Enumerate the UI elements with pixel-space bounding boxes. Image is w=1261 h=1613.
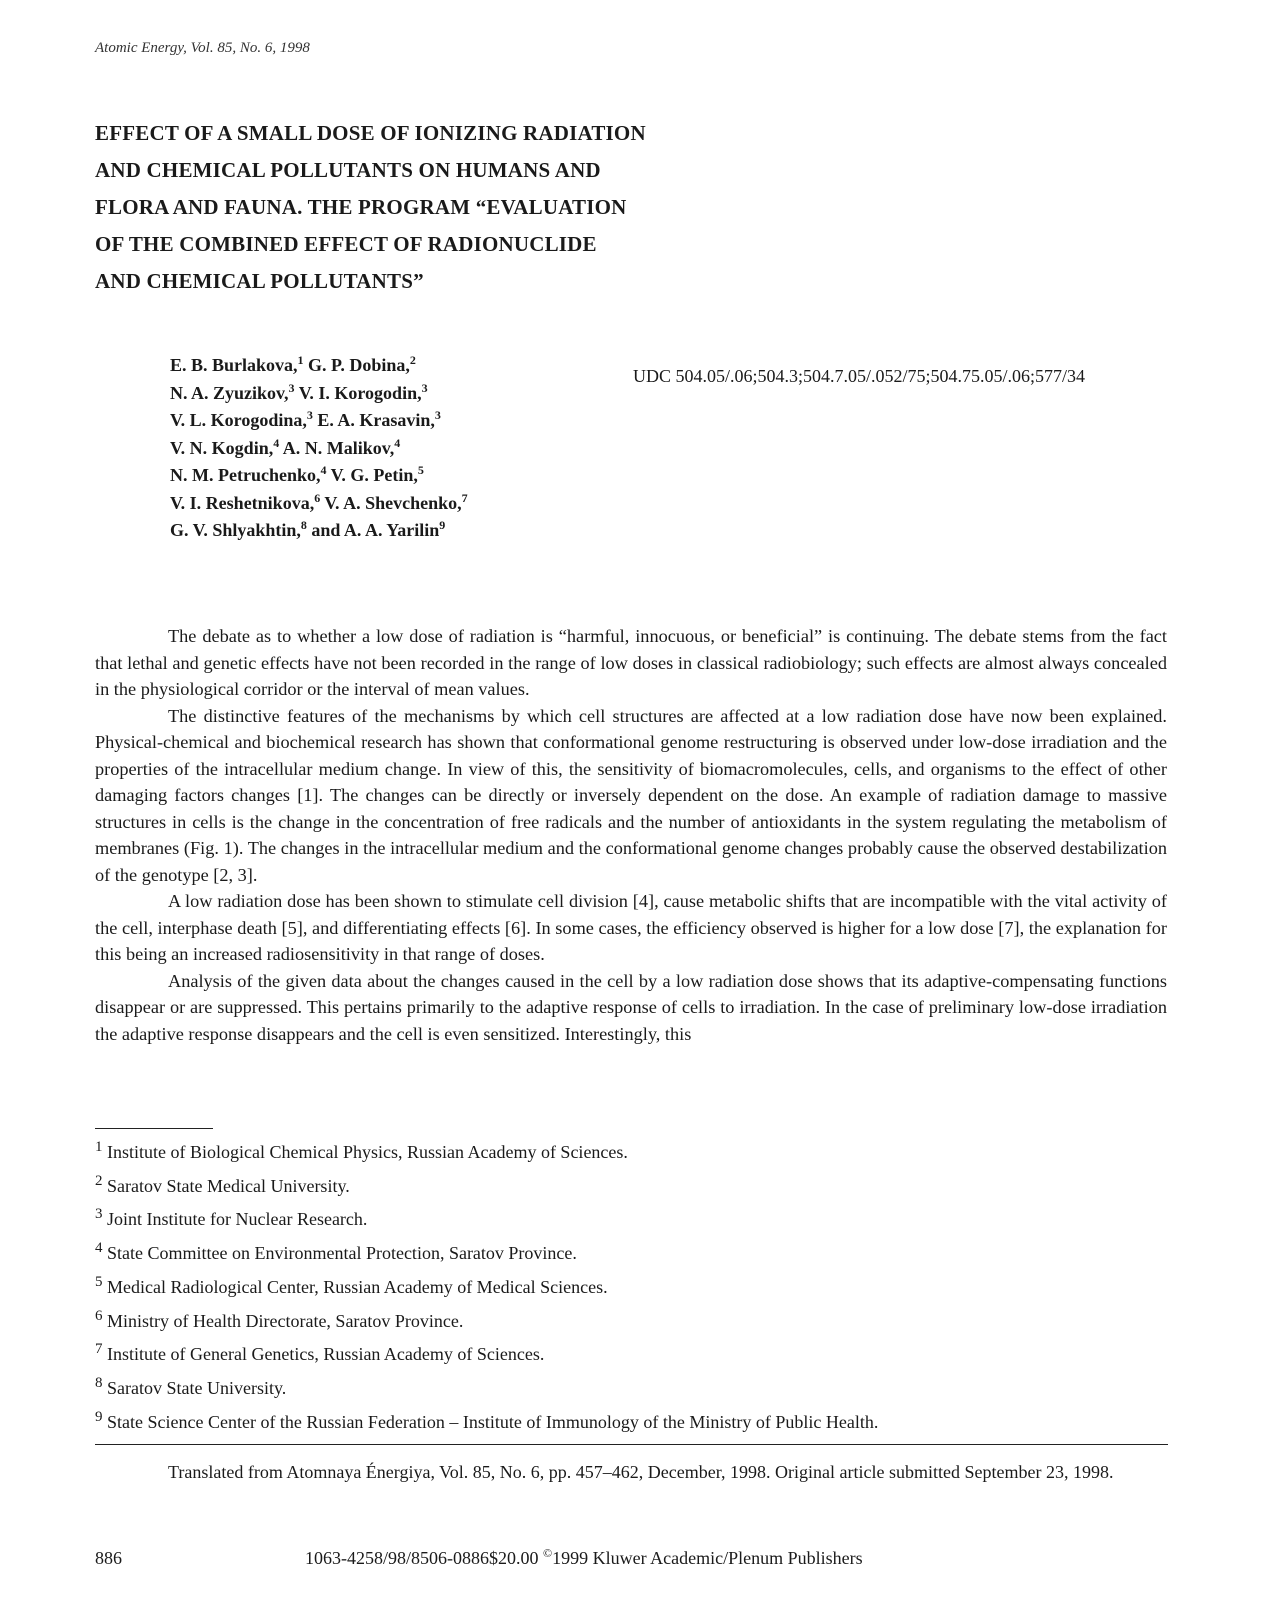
affiliation-mark: 3 <box>306 408 313 422</box>
author-name: V. L. Korogodina, <box>170 410 307 430</box>
footnote-number: 2 <box>95 1172 103 1189</box>
title-line: AND CHEMICAL POLLUTANTS” <box>95 269 424 293</box>
footnote <box>95 1268 878 1302</box>
affiliation-mark: 3 <box>421 380 428 395</box>
author-line <box>170 352 468 380</box>
title-line: AND CHEMICAL POLLUTANTS ON HUMANS AND <box>95 158 601 182</box>
footnote-number: 1 <box>95 1139 103 1155</box>
footnote-text: Medical Radiological Center, Russian Academy of Medical Sciences. <box>102 1276 608 1297</box>
footnote <box>95 1234 878 1268</box>
running-head: Atomic Energy, Vol. 85, No. 6, 1998 <box>95 40 310 56</box>
page-number: 886 <box>95 1548 122 1568</box>
author-line <box>170 407 468 435</box>
footnote <box>95 1403 878 1437</box>
author-line <box>170 490 468 518</box>
affiliation-mark: 1 <box>297 353 304 367</box>
affiliation-mark: 4 <box>273 435 280 450</box>
title-line: EFFECT OF A SMALL DOSE OF IONIZING RADIATION <box>95 121 646 145</box>
affiliation-mark: 3 <box>288 380 295 395</box>
udc-code: UDC 504.05/.06;504.3;504.7.05/.052/75;504.75.05/.06;577/34 <box>633 366 1086 386</box>
affiliation-mark: 3 <box>434 408 441 422</box>
author-name: N. M. Petruchenko, <box>170 465 321 485</box>
footnote <box>95 1167 878 1201</box>
footnote-text: Saratov State Medical University. <box>102 1175 350 1196</box>
title-line: FLORA AND FAUNA. THE PROGRAM “EVALUATION <box>95 195 627 219</box>
footnote-text: Institute of General Genetics, Russian Academy of Sciences. <box>102 1344 545 1365</box>
footnote-number: 9 <box>95 1408 103 1425</box>
body-paragraph: A low radiation dose has been shown to stimulate cell division [4], cause metabolic shifts that are incompatible with the vital activity of the cell, interphase death [5], and differentiating effects [6]. In some cases, the efficiency observed is higher for a low dose [7], the explanation for this being an increased radiosensitivity in that range of doses. <box>95 891 1167 964</box>
author-name: E. B. Burlakova, <box>170 355 298 375</box>
footnote-text: State Science Center of the Russian Federation – Institute of Immunology of the Ministry of Public Health. <box>102 1411 879 1432</box>
footnote-separator <box>95 1128 213 1129</box>
footnote-text: State Committee on Environmental Protection, Saratov Province. <box>102 1243 577 1264</box>
footnote-number: 8 <box>95 1374 103 1391</box>
footnote-number: 3 <box>95 1206 103 1223</box>
code-price: 1063-4258/98/8506-0886$20.00 <box>305 1548 543 1568</box>
footnote <box>95 1335 878 1369</box>
copyright-line <box>305 1548 863 1569</box>
footnote <box>95 1200 878 1234</box>
footnote <box>95 1133 878 1167</box>
footnote <box>95 1302 878 1336</box>
body-paragraph: The distinctive features of the mechanisms by which cell structures are affected at a low radiation dose have now been explained. Physical-chemical and biochemical research has shown that conformational genome restructuring is observed under low-dose irradiation and the properties of the intracellular medium change. In view of this, the sensitivity of biomacromolecules, cells, and organisms to the effect of other damaging factors changes [1]. The changes can be directly or inversely dependent on the dose. An example of radiation damage to massive structures in cells is the change in the concentration of free radicals and the number of antioxidants in the system regulating the metabolism of membranes (Fig. 1). The changes in the intracellular medium and the conformational genome changes probably cause the observed destabilization of the genotype [2, 3]. <box>95 705 1167 885</box>
author-line <box>170 462 468 490</box>
translation-separator <box>95 1444 1168 1445</box>
copyright-symbol: © <box>543 1546 553 1560</box>
author-list <box>170 352 468 545</box>
author-line <box>170 380 468 408</box>
affiliation-mark: 7 <box>461 490 468 505</box>
body-paragraph: Analysis of the given data about the changes caused in the cell by a low radiation dose shows that its adaptive-compensating functions disappear or are suppressed. This pertains primarily to the adaptive response of cells to irradiation. In the case of preliminary low-dose irradiation the adaptive response disappears and the cell is even sensitized. Interestingly, this <box>95 970 1167 1044</box>
article-title <box>95 115 815 300</box>
footnote-number: 5 <box>95 1273 103 1290</box>
affiliation-mark: 5 <box>417 463 424 477</box>
affiliation-mark: 8 <box>300 518 307 532</box>
translation-note-text: Translated from Atomnaya Énergiya, Vol. 85, No. 6, pp. 457–462, December, 1998. Original article submitted September 23, 1998. <box>168 1462 1114 1482</box>
footnote-list <box>95 1133 878 1436</box>
translation-note <box>95 1458 1167 1486</box>
author-name: G. V. Shlyakhtin, <box>170 520 301 540</box>
footnote-text: Ministry of Health Directorate, Saratov Province. <box>102 1310 464 1331</box>
author-name: V. I. Reshetnikova, <box>170 492 315 513</box>
author-name: V. I. Korogodin, <box>294 382 422 403</box>
footnote-text: Joint Institute for Nuclear Research. <box>102 1209 368 1230</box>
copyright-text: 1999 Kluwer Academic/Plenum Publishers <box>552 1548 863 1568</box>
footnote <box>95 1369 878 1403</box>
author-line <box>170 435 468 463</box>
author-name: and A. A. Yarilin <box>306 520 440 540</box>
author-name: V. N. Kogdin, <box>170 437 274 458</box>
title-line: OF THE COMBINED EFFECT OF RADIONUCLIDE <box>95 232 597 256</box>
affiliation-mark: 4 <box>320 463 327 477</box>
author-name: A. N. Malikov, <box>279 437 395 458</box>
author-name: G. P. Dobina, <box>303 355 410 375</box>
affiliation-mark: 2 <box>409 353 416 367</box>
article-body <box>95 623 1167 1047</box>
affiliation-mark: 4 <box>394 435 401 450</box>
footnote-number: 6 <box>95 1307 103 1324</box>
body-paragraph: The debate as to whether a low dose of radiation is “harmful, innocuous, or beneficial” is continuing. The debate stems from the fact that lethal and genetic effects have not been recorded in the range of low doses in classical radiobiology; such effects are almost always concealed in the physiological corridor or the interval of mean values. <box>95 626 1167 699</box>
author-line <box>170 517 468 545</box>
author-name: E. A. Krasavin, <box>312 410 435 430</box>
author-name: N. A. Zyuzikov, <box>170 382 289 403</box>
affiliation-mark: 6 <box>314 490 321 505</box>
footnote-text: Institute of Biological Chemical Physics, Russian Academy of Sciences. <box>102 1142 628 1162</box>
author-name: V. G. Petin, <box>326 465 418 485</box>
footnote-text: Saratov State University. <box>102 1377 287 1398</box>
affiliation-mark: 9 <box>439 518 446 532</box>
footnote-number: 7 <box>95 1341 103 1358</box>
footnote-number: 4 <box>95 1240 103 1257</box>
author-name: V. A. Shevchenko, <box>320 492 462 513</box>
